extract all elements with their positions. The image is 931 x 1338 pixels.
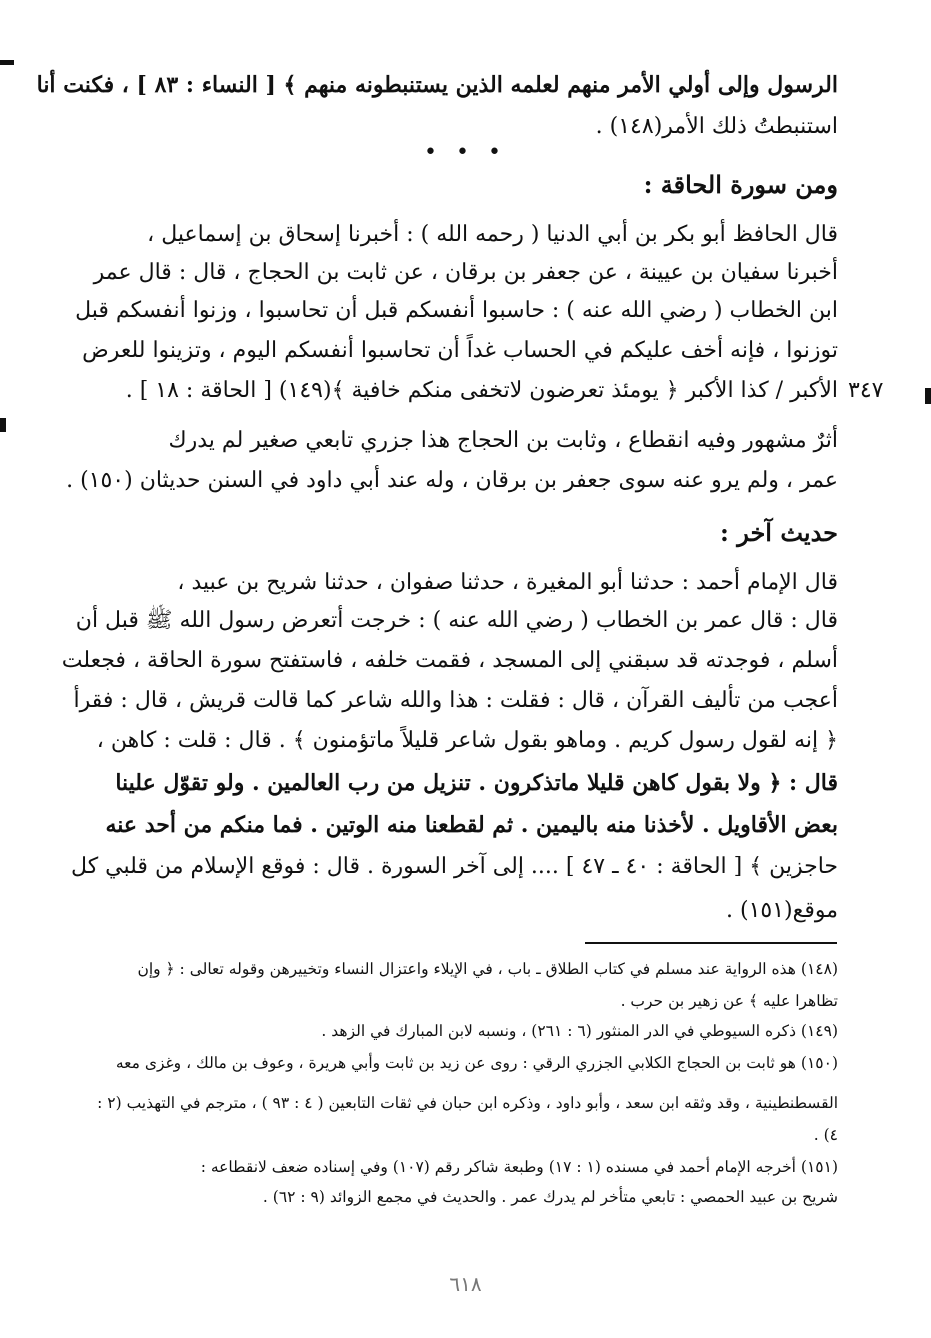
footnote-line: (١٥١) أخرجه الإمام أحمد في مسنده (١ : ١٧) وطبعة شاكر رقم (١٠٧) وفي إسناده ضعف لانقطاعه :: [200, 1158, 838, 1176]
page-number: ٦١٨: [449, 1272, 482, 1296]
body-line: حاجزين ﴾ [ الحاقة : ٤٠ ـ ٤٧ ] .... إلى آخر السورة . قال : فوقع الإسلام من قلبي كل: [71, 854, 838, 879]
footnote-line: (١٤٩) ذكره السيوطي في الدر المنثور (٦ : ٢٦١) ، ونسبه لابن المبارك في الزهد .: [321, 1022, 838, 1040]
body-line: توزنوا ، فإنه أخف عليكم في الحساب غداً أن تحاسبوا أنفسكم اليوم ، وتزينوا للعرض: [82, 338, 838, 363]
footnote-line: شريح بن عبيد الحمصي : تابعي متأخر لم يدرك عمر . والحديث في مجمع الزوائد (٩ : ٦٢) .: [262, 1188, 838, 1206]
body-line: أخبرنا سفيان بن عيينة ، عن جعفر بن برقان ، عن ثابت بن الحجاج ، قال : قال عمر: [93, 260, 838, 285]
footnote-line: القسطنطينية ، وقد وثقه ابن سعد ، وأبو داود ، وذكره ابن حبان في ثقات التابعين ( ٤ : ٩٣ ) ، مترجم في التهذيب (٢ :: [97, 1094, 838, 1112]
body-line: بعض الأقاويل . لأخذنا منه باليمين . ثم لقطعنا منه الوتين . فما منكم من أحد عنه: [105, 812, 838, 838]
body-line: أثرٌ مشهور وفيه انقطاع ، وثابت بن الحجاج هذا جزري تابعي صغير لم يدرك: [168, 428, 838, 453]
body-line: قال الحافظ أبو بكر بن أبي الدنيا ( رحمه الله ) : أخبرنا إسحاق بن إسماعيل ،: [147, 222, 838, 247]
body-line: أعجب من تأليف القرآن ، قال : فقلت : هذا والله شاعر كما قالت قريش ، قال : فقرأ: [73, 688, 838, 713]
section-separator: • • •: [424, 140, 507, 165]
body-line: قال : ﴿ ولا بقول كاهن قليلا ماتذكرون . تنزيل من رب العالمين . ولو تقوّل علينا: [115, 770, 838, 796]
scan-edge-mark-right: [925, 388, 931, 404]
footnote-rule: [585, 942, 837, 944]
body-line: موقع(١٥١) .: [726, 898, 838, 923]
body-line: أسلم ، فوجدته قد سبقني إلى المسجد ، فقمت خلفه ، فاستفتح سورة الحاقة ، فجعلت: [61, 648, 838, 673]
footnote-line: (١٤٨) هذه الرواية عند مسلم في كتاب الطلاق ـ باب ، في الإيلاء واعتزال النساء وتخييرهن وقوله تعالى : ﴿ وإن: [137, 960, 838, 978]
scan-edge-mark-left: [0, 418, 6, 432]
body-line: الأكبر / كذا الأكبر ﴿ يومئذ تعرضون لاتخفى منكم خافية ﴾(١٤٩) [ الحاقة : ١٨ ] .: [125, 378, 838, 403]
section-heading: ومن سورة الحاقة :: [643, 170, 838, 199]
margin-page-number: ٣٤٧: [848, 378, 884, 403]
body-line: ابن الخطاب ( رضي الله عنه ) : حاسبوا أنفسكم قبل أن تحاسبوا ، وزنوا أنفسكم قبل: [75, 298, 838, 323]
body-line: الرسول وإلى أولي الأمر منهم لعلمه الذين يستنبطونه منهم ﴾ [ النساء : ٨٣ ] ، فكنت أنا: [36, 72, 838, 98]
footnote-line: تظاهرا عليه ﴾ عن زهير بن حرب .: [620, 992, 838, 1010]
body-line: ﴿ إنه لقول رسول كريم . وماهو بقول شاعر قليلاً ماتؤمنون ﴾ . قال : قلت : كاهن ،: [96, 728, 838, 753]
footnote-line: (١٥٠) هو ثابت بن الحجاج الكلابي الجزري الرقي : روى عن زيد بن ثابت وأبي هريرة ، وعوف بن مالك ، وغزى معه: [115, 1054, 838, 1072]
body-line: قال الإمام أحمد : حدثنا أبو المغيرة ، حدثنا صفوان ، حدثنا شريح بن عبيد ،: [177, 570, 838, 595]
body-line: عمر ، ولم يرو عنه سوى جعفر بن برقان ، وله عند أبي داود في السنن حديثان (١٥٠) .: [66, 468, 838, 493]
section-heading: حديث آخر :: [720, 518, 838, 547]
body-line: استنبطتُ ذلك الأمر(١٤٨) .: [595, 114, 838, 139]
footnote-line: ٤) .: [813, 1126, 838, 1144]
scan-edge-mark-top: [0, 60, 14, 65]
body-line: قال : قال عمر بن الخطاب ( رضي الله عنه ) : خرجت أتعرض رسول الله ﷺ قبل أن: [75, 608, 838, 633]
